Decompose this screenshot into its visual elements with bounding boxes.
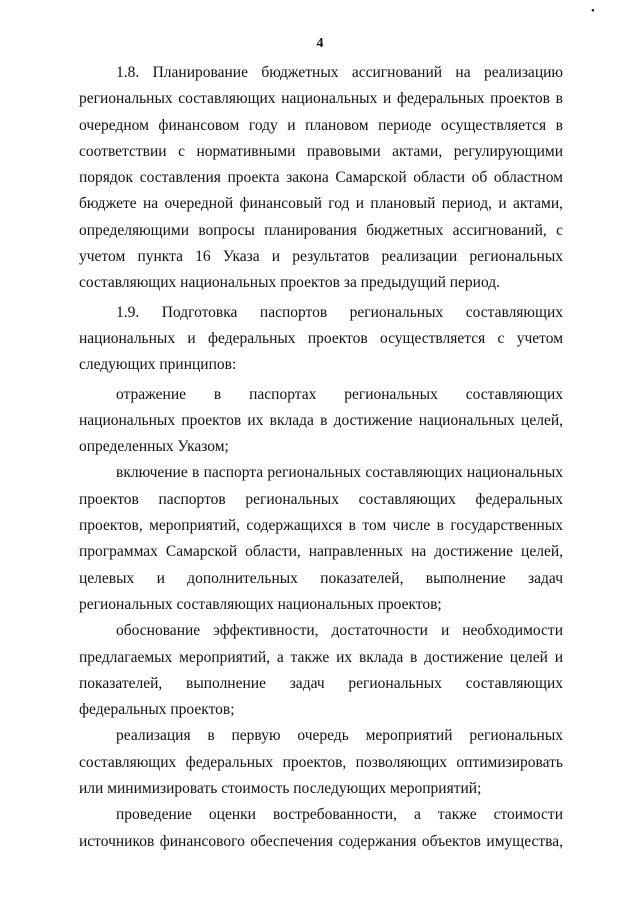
principle-item: обоснование эффективности, достаточности и необходимости предлагаемых мероприятий, а также их вклада в достижение целей и показателей, выполнение задач региональных составляющих федеральных проектов;: [79, 622, 563, 719]
page-number: 4: [316, 36, 324, 51]
corner-mark: •: [591, 5, 595, 17]
paragraph-1-8: 1.8. Планирование бюджетных ассигнований на реализацию региональных составляющих национальных и федеральных проектов в очередном финансовом году и плановом периоде осуществляется в соответствии с нормативными правовыми актами, регулирующими порядок составления проекта закона Самарской области об областном бюджете на очередной финансовый год и плановый период, и актами, определяющими вопросы планирования бюджетных ассигнований, с учетом пункта 16 Указа и результатов реализации региональных составляющих национальных проектов за предыдущий период.: [79, 64, 563, 292]
principle-item: реализация в первую очередь мероприятий региональных составляющих федеральных проектов, позволяющих оптимизировать или минимизировать стоимость последующих мероприятий;: [79, 727, 563, 798]
document-body: [79, 60, 563, 855]
paragraph-1-9: 1.9. Подготовка паспортов региональных составляющих национальных и федеральных проектов осуществляется с учетом следующих принципов:: [79, 303, 563, 374]
principle-item: включение в паспорта региональных составляющих национальных проектов паспортов региональных составляющих федеральных проектов, мероприятий, содержащихся в том числе в государственных программах Самарской области, направленных на достижение целей, целевых и дополнительных показателей, выполнение задач региональных составляющих национальных проектов;: [79, 464, 563, 613]
principle-item: отражение в паспортах региональных составляющих национальных проектов их вклада в достижение национальных целей, определенных Указом;: [79, 385, 563, 456]
principle-item: проведение оценки востребованности, а также стоимости источников финансового обеспечения содержания объектов имущества,: [79, 806, 563, 850]
